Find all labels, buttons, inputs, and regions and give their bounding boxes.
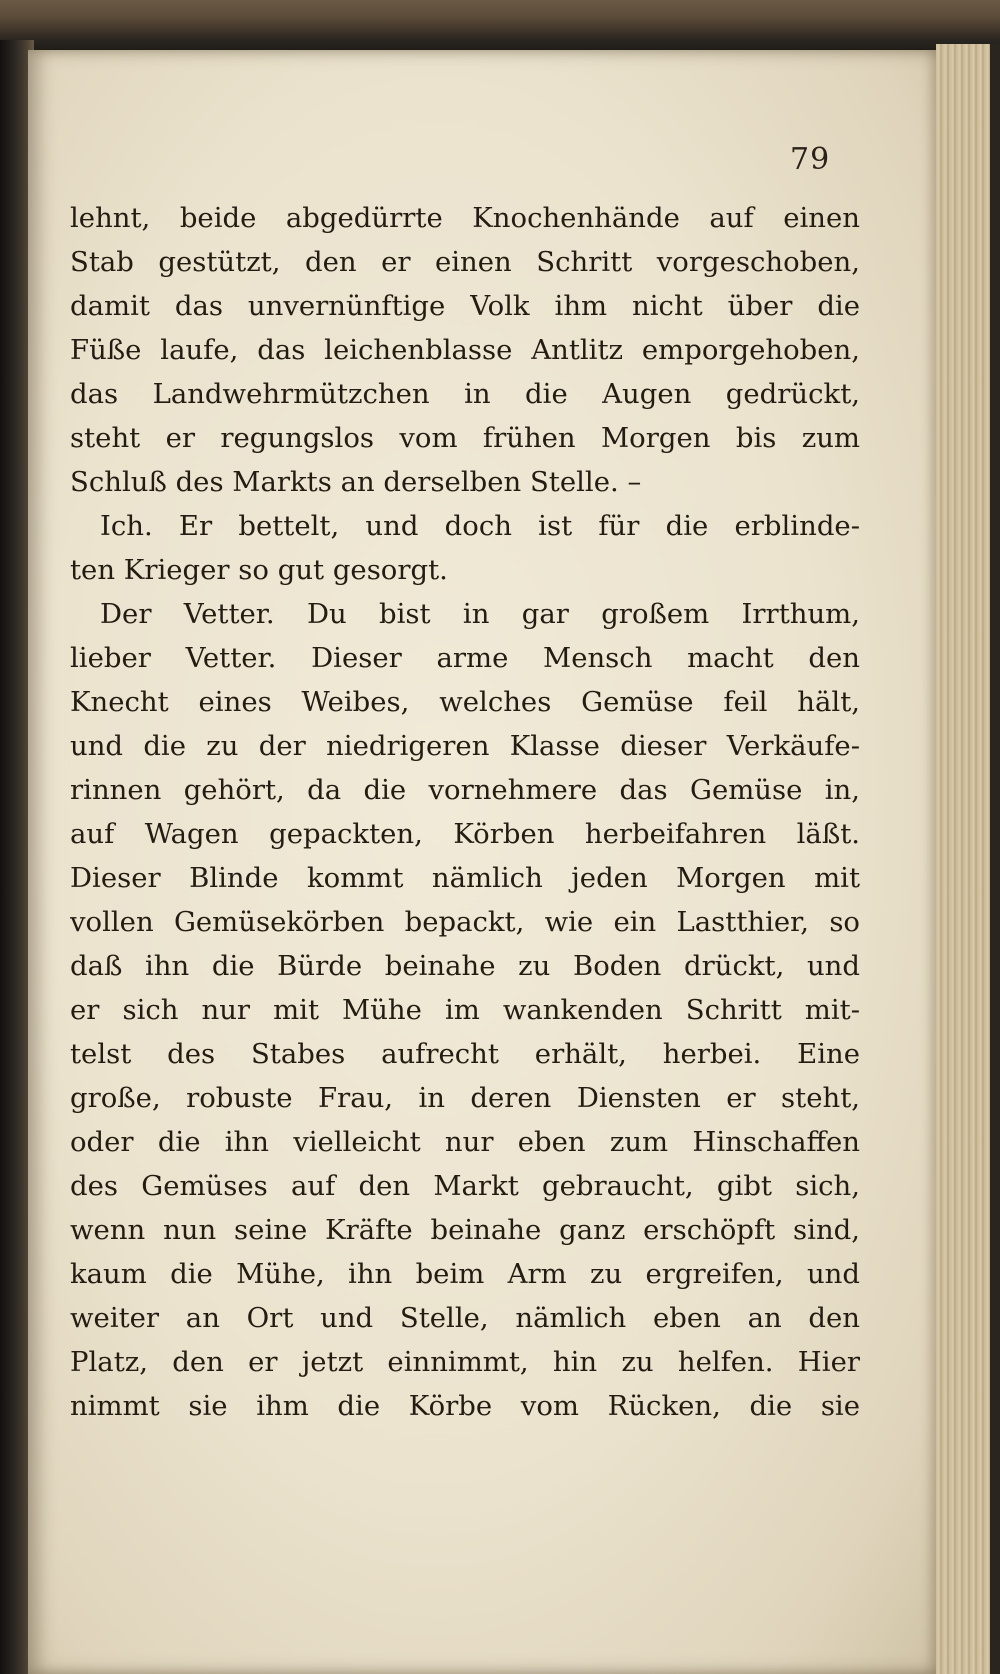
page-edges-stack <box>936 44 1000 1674</box>
text-line: lehnt, beide abgedürrte Knochenhände auf einen <box>70 202 860 234</box>
text-line: vollen Gemüsekörben bepackt, wie ein Lastthier, so <box>70 906 860 938</box>
text-line: daß ihn die Bürde beinahe zu Boden drückt, und <box>70 950 860 982</box>
body-text <box>70 196 860 1428</box>
text-line: Dieser Blinde kommt nämlich jeden Morgen mit <box>70 862 860 894</box>
text-line: Platz, den er jetzt einnimmt, hin zu helfen. Hier <box>70 1346 860 1378</box>
text-line: telst des Stabes aufrecht erhält, herbei. Eine <box>70 1038 860 1070</box>
text-line: und die zu der niedrigeren Klasse dieser Verkäufe- <box>70 730 860 762</box>
page-number: 79 <box>790 142 831 177</box>
text-line: auf Wagen gepackten, Körben herbeifahren läßt. <box>70 818 860 850</box>
text-line: weiter an Ort und Stelle, nämlich eben an den <box>70 1302 860 1334</box>
text-line: das Landwehrmützchen in die Augen gedrückt, <box>70 378 860 410</box>
text-line: des Gemüses auf den Markt gebraucht, gibt sich, <box>70 1170 860 1202</box>
text-line: Schluß des Markts an derselben Stelle. – <box>70 466 642 498</box>
text-line: Knecht eines Weibes, welches Gemüse feil hält, <box>70 686 860 718</box>
text-line: lieber Vetter. Dieser arme Mensch macht den <box>70 642 860 674</box>
text-line: oder die ihn vielleicht nur eben zum Hinschaffen <box>70 1126 860 1158</box>
text-line: ten Krieger so gut gesorgt. <box>70 554 448 586</box>
text-line: nimmt sie ihm die Körbe vom Rücken, die sie <box>70 1390 860 1422</box>
text-line: Stab gestützt, den er einen Schritt vorgeschoben, <box>70 246 860 278</box>
binding-top-edge <box>0 0 1000 52</box>
text-line: große, robuste Frau, in deren Diensten er steht, <box>70 1082 860 1114</box>
text-line: wenn nun seine Kräfte beinahe ganz erschöpft sind, <box>70 1214 860 1246</box>
text-line: Ich. Er bettelt, und doch ist für die erblinde- <box>100 510 860 542</box>
text-line: kaum die Mühe, ihn beim Arm zu ergreifen, und <box>70 1258 860 1290</box>
text-line: steht er regungslos vom frühen Morgen bis zum <box>70 422 860 454</box>
text-line: rinnen gehört, da die vornehmere das Gemüse in, <box>70 774 860 806</box>
text-line: er sich nur mit Mühe im wankenden Schritt mit- <box>70 994 860 1026</box>
text-line: Füße laufe, das leichenblasse Antlitz emporgehoben, <box>70 334 860 366</box>
text-line: damit das unvernünftige Volk ihm nicht über die <box>70 290 860 322</box>
text-line: Der Vetter. Du bist in gar großem Irrthum, <box>100 598 860 630</box>
